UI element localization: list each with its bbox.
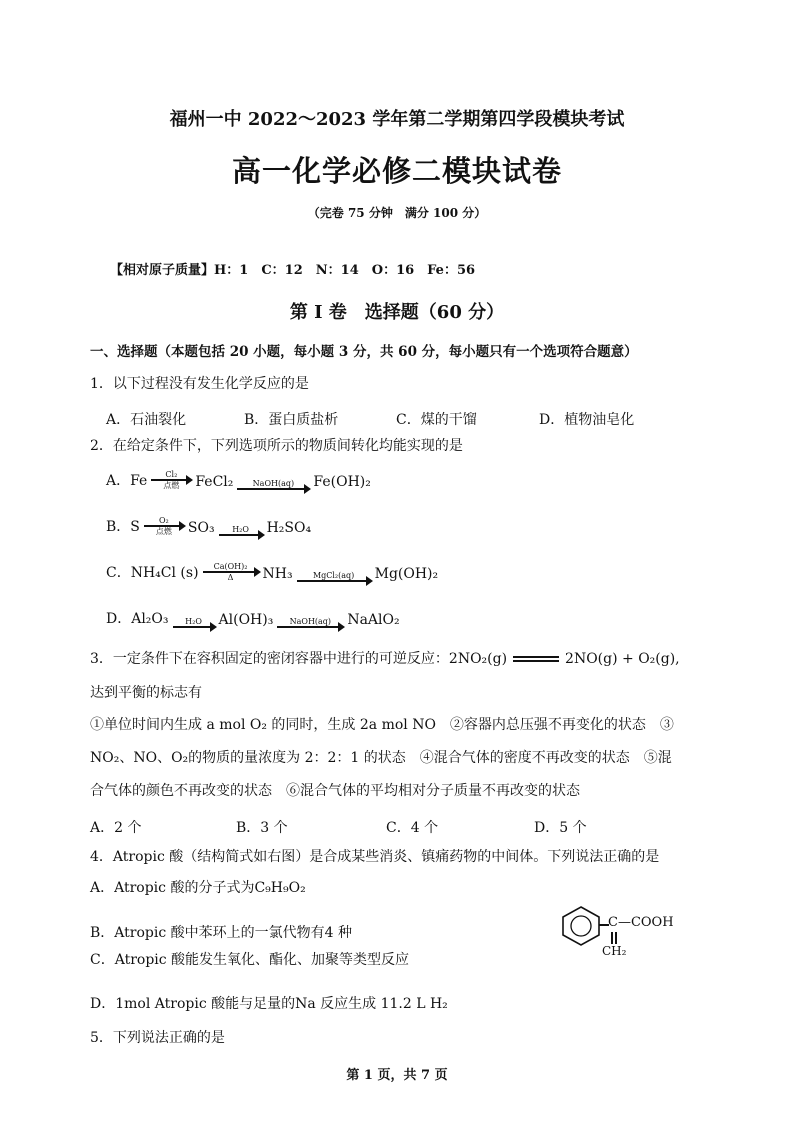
arrow-condition-top: Cl₂: [165, 470, 178, 479]
q2-stem: 2．在给定条件下，下列选项所示的物质间转化均能实现的是: [90, 438, 463, 454]
reactant: D．Al₂O₃: [106, 611, 169, 627]
arrow-icon: [237, 488, 309, 490]
arrow-icon: [203, 571, 259, 573]
carboxyl-group: C—COOH: [608, 915, 674, 930]
q3-option-b: B．3 个: [236, 820, 288, 836]
q3-line-3: ①单位时间内生成 a mol O₂ 的同时，生成 2a mol NO ②容器内总压强不再变化的状态 ③: [90, 717, 674, 733]
reactant: B．S: [106, 519, 140, 535]
q2-option-a: [106, 470, 371, 490]
q3-option-a: A．2 个: [90, 820, 142, 836]
arrow-condition-top: H₂O: [232, 525, 249, 534]
reaction-arrow: [219, 525, 263, 536]
q4-option-d: D．1mol Atropic 酸能与足量的Na 反应生成 11.2 L H₂: [90, 996, 448, 1012]
q1-option-c: C．煤的干馏: [396, 412, 477, 428]
product: NaAlO₂: [347, 612, 400, 628]
product: H₂SO₄: [266, 520, 312, 536]
q1-option-d: D．植物油皂化: [539, 412, 635, 428]
reaction-arrow: [173, 617, 215, 628]
intermediate: NH₃: [262, 566, 293, 582]
reaction-arrow: [144, 516, 184, 536]
arrow-icon: [277, 626, 343, 628]
product: Mg(OH)₂: [374, 566, 439, 582]
atomic-masses: 【相对原子质量】H：1 C：12 N：14 O：16 Fe：56: [110, 263, 476, 278]
arrow-condition-top: Ca(OH)₂: [213, 562, 248, 571]
arrow-condition-bottom: 点燃: [163, 481, 180, 490]
arrow-condition-bottom: 点燃: [155, 527, 172, 536]
arrow-icon: [297, 580, 371, 582]
intermediate: FeCl₂: [195, 474, 234, 490]
reactant: C．NH₄Cl (s): [106, 565, 199, 581]
intermediate: Al(OH)₃: [218, 612, 274, 628]
reaction-arrow: [237, 479, 309, 490]
reaction-arrow: [277, 617, 343, 628]
reaction-arrow: [297, 571, 371, 582]
arrow-condition-top: MgCl₂(aq): [312, 571, 355, 580]
q5-stem: 5．下列说法正确的是: [90, 1030, 225, 1046]
q3-option-d: D．5 个: [534, 820, 587, 836]
q2-option-d: [106, 608, 400, 628]
q1-option-a: A．石油裂化: [106, 412, 187, 428]
time-info: （完卷 75 分钟 满分 100 分）: [307, 206, 487, 220]
q1-stem: 1．以下过程没有发生化学反应的是: [90, 376, 309, 392]
page-number: 第 1 页，共 7 页: [346, 1068, 448, 1083]
paper-title: 高一化学必修二模块试卷: [231, 154, 562, 188]
arrow-icon: [144, 525, 184, 527]
arrow-condition-top: NaOH(aq): [289, 617, 332, 626]
q4-option-a: A．Atropic 酸的分子式为C₉H₉O₂: [90, 880, 306, 896]
q3-stem-left: 3．一定条件下在容积固定的密闭容器中进行的可逆反应：2NO₂(g): [90, 651, 508, 667]
q3-stem-right: 2NO(g) + O₂(g),: [565, 651, 680, 667]
methylene-group: CH₂: [602, 944, 627, 958]
q4-stem: 4．Atropic 酸（结构简式如右图）是合成某些消炎、镇痛药物的中间体。下列说法正确的是: [90, 849, 660, 865]
equilibrium-arrow-icon: [513, 656, 559, 662]
arrow-condition-bottom: Δ: [227, 573, 234, 582]
reaction-arrow: [151, 470, 191, 490]
arrow-icon: [173, 626, 215, 628]
q4-option-b: B．Atropic 酸中苯环上的一氯代物有4 种: [90, 925, 352, 941]
arrow-condition-top: NaOH(aq): [252, 479, 295, 488]
q3-stem: [90, 650, 680, 668]
atropic-acid-structure: [556, 902, 686, 966]
q4-option-c: C．Atropic 酸能发生氧化、酯化、加聚等类型反应: [90, 952, 410, 968]
q2-option-b: [106, 516, 311, 536]
double-bond-line: [615, 932, 617, 944]
arrow-condition-top: H₂O: [185, 617, 202, 626]
arrow-condition-top: O₂: [159, 516, 169, 525]
reactant: A．Fe: [106, 473, 148, 489]
product: Fe(OH)₂: [313, 474, 371, 490]
arrow-icon: [219, 534, 263, 536]
q3-option-c: C．4 个: [386, 820, 439, 836]
q1-option-b: B．蛋白质盐析: [244, 412, 339, 428]
intermediate: SO₃: [187, 520, 215, 536]
reaction-arrow: [203, 562, 259, 582]
q3-line-5: 合气体的颜色不再改变的状态 ⑥混合气体的平均相对分子质量不再改变的状态: [90, 783, 580, 799]
q3-line-4: NO₂、NO、O₂的物质的量浓度为 2：2：1 的状态 ④混合气体的密度不再改变的状态 ⑤混: [90, 750, 672, 766]
q2-option-c: [106, 562, 438, 582]
exam-title: 福州一中 2022～2023 学年第二学期第四学段模块考试: [169, 109, 625, 130]
q3-line-2: 达到平衡的标志有: [90, 685, 202, 701]
arrow-icon: [151, 479, 191, 481]
section-title: 第 I 卷 选择题（60 分）: [289, 302, 505, 323]
section-instructions: 一、选择题（本题包括 20 小题，每小题 3 分，共 60 分，每小题只有一个选项符合题意）: [90, 344, 638, 360]
double-bond-line: [611, 932, 613, 944]
